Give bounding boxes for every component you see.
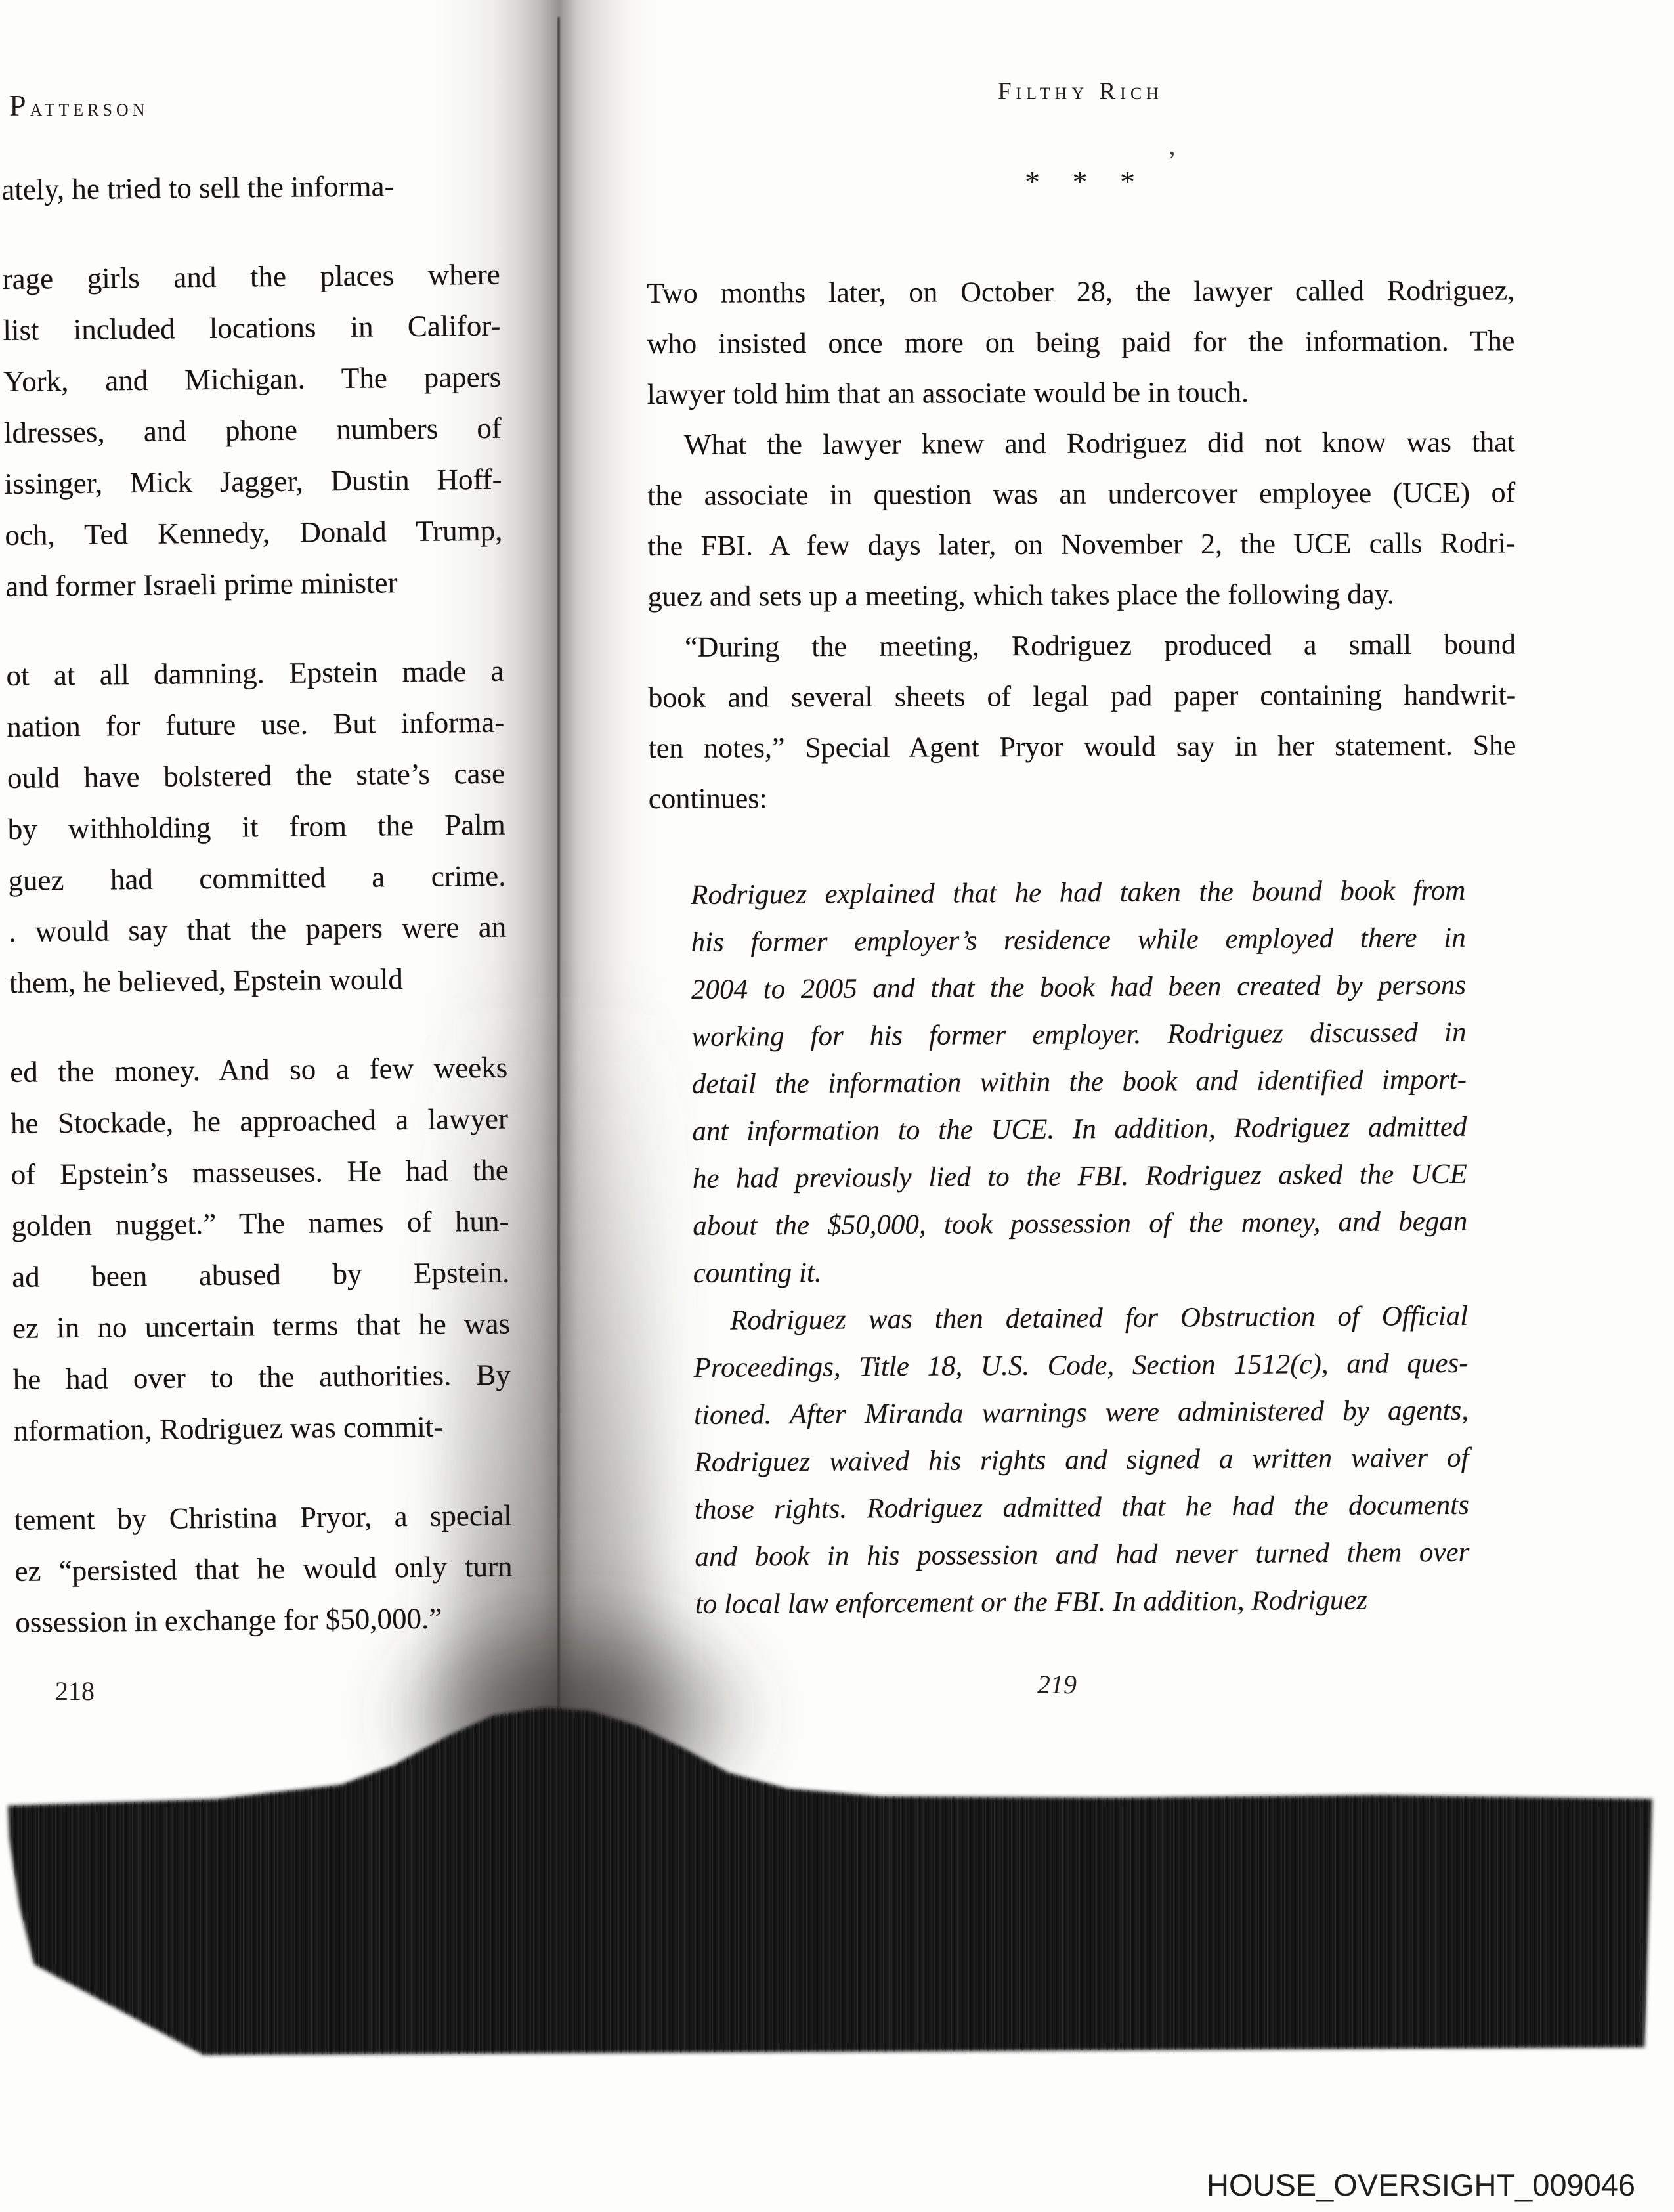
paragraph <box>647 265 1515 420</box>
text-line: to local law enforcement or the FBI. In addition, Rodriguez <box>695 1584 1368 1620</box>
bates-stamp-watermark: HOUSE_OVERSIGHT_009046 <box>1207 2167 1636 2202</box>
paragraph <box>648 618 1516 824</box>
text-line: them, he believed, Epstein would <box>9 963 404 999</box>
left-page-text-column <box>1 160 513 1648</box>
text-line: ez “persisted that he would only turn <box>14 1550 513 1588</box>
right-page-number: 219 <box>1037 1670 1077 1699</box>
text-line: ant information to the UCE. In addition, Rodriguez admitted <box>692 1111 1467 1147</box>
text-line: nation for future use. But informa- <box>6 705 505 743</box>
text-line: issinger, Mick Jagger, Dustin Hoff- <box>4 462 502 500</box>
scan-artifact-mark: ’ <box>1167 146 1176 177</box>
text-line: lawyer told him that an associate would be in touch. <box>647 376 1249 410</box>
text-line: golden nugget.” The names of hun- <box>11 1204 509 1242</box>
paragraph <box>693 1293 1470 1628</box>
text-line: Rodriguez explained that he had taken the bound book from <box>691 875 1466 911</box>
text-line: “During the meeting, Rodriguez produced a small bound <box>684 628 1516 663</box>
text-line: who insisted once more on being paid for the information. The <box>647 324 1515 360</box>
paragraph <box>2 249 503 612</box>
right-page-text-column <box>647 265 1516 824</box>
text-line: guez had committed a crime. <box>8 859 506 897</box>
text-line: Proceedings, Title 18, U.S. Code, Section 1512(c), and ques- <box>693 1347 1469 1383</box>
text-line: counting it. <box>693 1257 822 1289</box>
text-line: he Stockade, he approached a lawyer <box>10 1102 509 1140</box>
text-line: his former employer’s residence while employed there in <box>691 922 1466 958</box>
paragraph <box>6 645 507 1008</box>
text-line: Rodriguez was then detained for Obstruction of Official <box>730 1300 1469 1336</box>
paragraph <box>647 416 1516 622</box>
text-line: och, Ted Kennedy, Donald Trump, <box>5 513 503 552</box>
text-line: detail the information within the book and identified import- <box>691 1064 1467 1100</box>
paragraph <box>14 1490 513 1648</box>
text-line: ossession in exchange for $50,000.” <box>15 1601 442 1639</box>
text-line: by withholding it from the Palm <box>7 808 505 846</box>
text-line: ez in no uncertain terms that he was <box>12 1307 511 1345</box>
text-line: nformation, Rodriguez was commit- <box>13 1410 444 1447</box>
left-running-header: Patterson <box>9 89 149 122</box>
block-quote <box>691 867 1470 1628</box>
paragraph <box>1 160 500 215</box>
text-line: of Epstein’s masseuses. He had the <box>11 1153 509 1191</box>
text-line: guez and sets up a meeting, which takes place the following day. <box>647 578 1394 613</box>
text-line: York, and Michigan. The papers <box>3 360 502 398</box>
text-line: ldresses, and phone numbers of <box>3 411 502 449</box>
text-line: those rights. Rodriguez admitted that he had the documents <box>694 1489 1470 1525</box>
paragraph <box>10 1042 511 1456</box>
text-line: ot at all damning. Epstein made a <box>6 654 504 692</box>
text-line: . would say that the papers were an <box>8 910 507 948</box>
text-line: the FBI. A few days later, on November 2, the UCE calls Rodri- <box>647 527 1516 562</box>
text-line: 2004 to 2005 and that the book had been created by persons <box>691 969 1467 1005</box>
paragraph <box>691 867 1468 1297</box>
text-line: ten notes,” Special Agent Pryor would say in her statement. She <box>648 729 1516 764</box>
text-line: about the $50,000, took possession of the money, and began <box>693 1205 1468 1242</box>
text-line: working for his former employer. Rodriguez discussed in <box>691 1016 1467 1052</box>
text-line: and book in his possession and had never turned them over <box>695 1536 1470 1572</box>
text-line: book and several sheets of legal pad paper containing handwrit- <box>648 678 1516 714</box>
text-line: ed the money. And so a few weeks <box>10 1051 508 1089</box>
text-line: ad been abused by Epstein. <box>12 1255 510 1293</box>
text-line: continues: <box>648 782 767 815</box>
text-line: he had over to the authorities. By <box>12 1358 511 1396</box>
text-line: and former Israeli prime minister <box>5 566 398 603</box>
text-line: Two months later, on October 28, the lawyer called Rodriguez, <box>647 274 1515 309</box>
text-line: Rodriguez waived his rights and signed a written waiver of <box>694 1442 1469 1478</box>
text-line: the associate in question was an undercover employee (UCE) of <box>647 476 1516 511</box>
text-line: What the lawyer knew and Rodriguez did not know was that <box>683 425 1516 461</box>
text-line: tement by Christina Pryor, a special <box>14 1498 513 1536</box>
text-line: ately, he tried to sell the informa- <box>1 169 395 206</box>
text-line: ould have bolstered the state’s case <box>7 756 505 794</box>
text-line: he had previously lied to the FBI. Rodriguez asked the UCE <box>692 1158 1467 1194</box>
text-line: tioned. After Miranda warnings were administered by agents, <box>693 1395 1469 1431</box>
left-page-number: 218 <box>55 1676 95 1706</box>
text-line: list included locations in Califor- <box>3 309 501 347</box>
section-break-asterisks: * * * <box>1025 165 1136 198</box>
spine-line <box>557 17 560 1804</box>
text-line: rage girls and the places where <box>2 257 500 295</box>
scan-band-texture <box>8 1708 1652 2055</box>
right-running-header: Filthy Rich <box>998 78 1163 105</box>
